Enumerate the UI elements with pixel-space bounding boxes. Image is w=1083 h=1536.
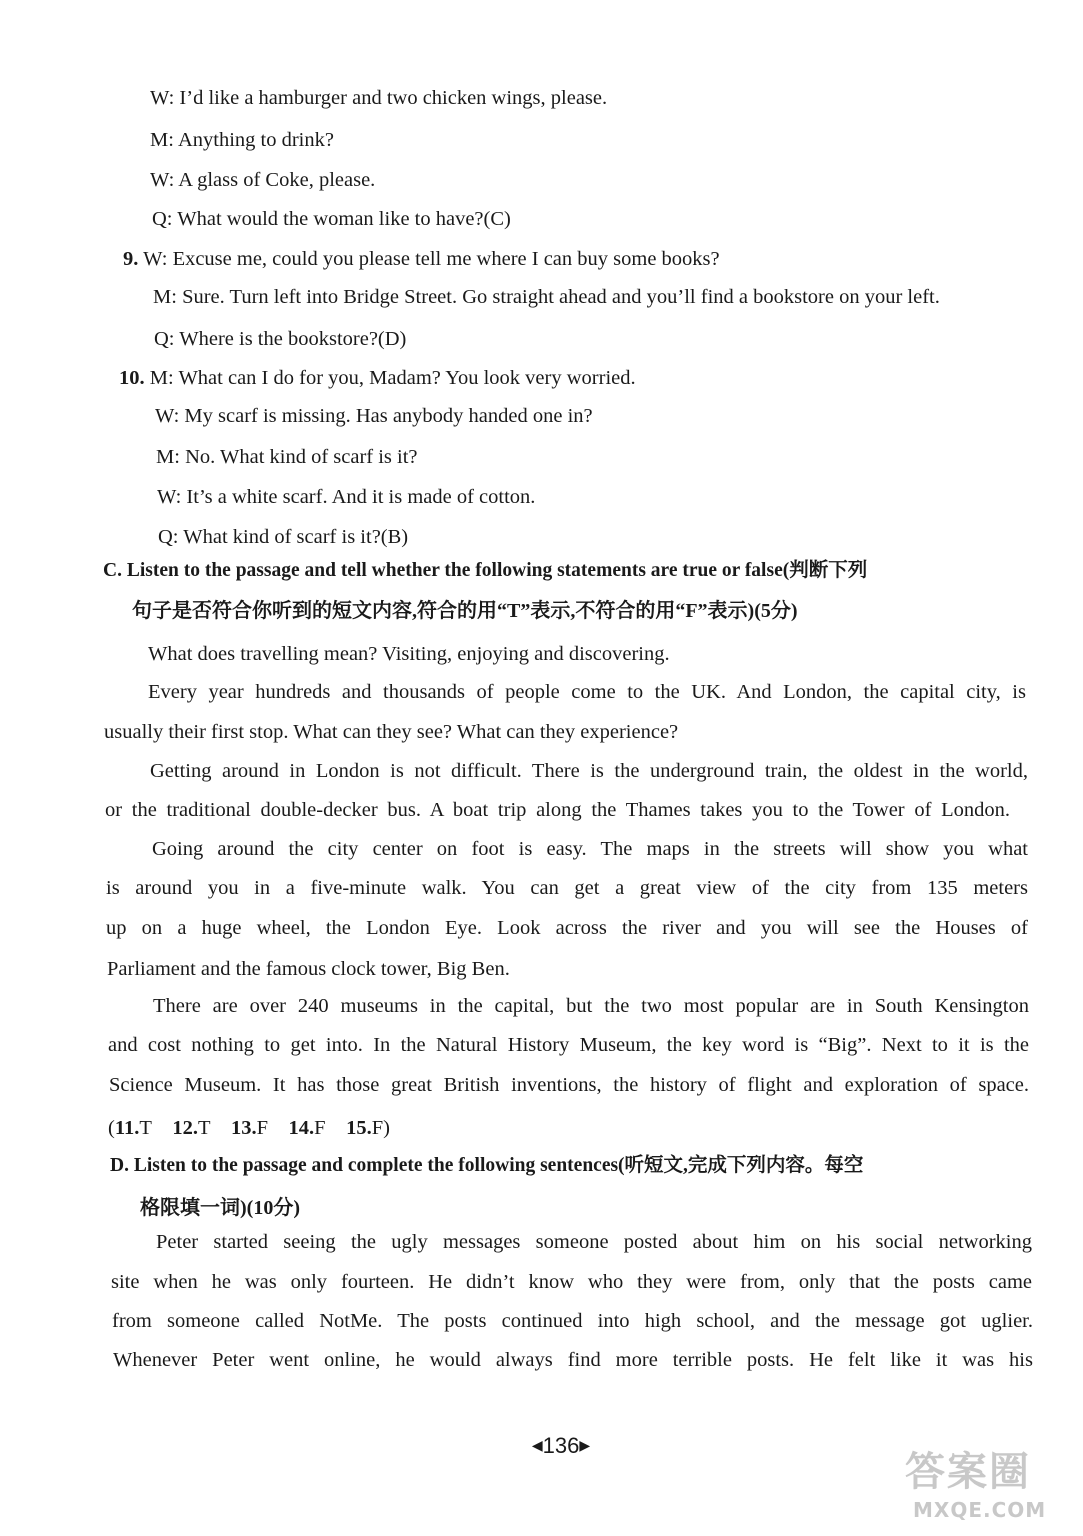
section-d-heading-line2: 格限填一词)(10分): [140, 1197, 300, 1219]
section-c-heading-line2: 句子是否符合你听到的短文内容,符合的用“T”表示,不符合的用“F”表示)(5分): [132, 600, 798, 622]
speaker: W:: [155, 405, 180, 427]
dialog10-line-3: [156, 443, 418, 471]
answer-number: 12.: [172, 1117, 198, 1139]
answer-value: F: [314, 1117, 326, 1139]
right-arrow-icon: ▶: [579, 1437, 591, 1453]
passage-c-line-11: and cost nothing to get into. In the Natural History Museum, the key word is “Big”. Next to it is the: [108, 1034, 1029, 1056]
utterance: Excuse me, could you please tell me where I can buy some books?: [172, 248, 720, 270]
answer-value: T: [197, 1117, 211, 1139]
passage-c-line-3: usually their first stop. What can they see? What can they experience?: [104, 721, 679, 743]
answer-number: 15.: [346, 1117, 372, 1139]
dialog9-line-2: [153, 283, 940, 311]
speaker: W:: [150, 169, 175, 191]
passage-d-line-3: from someone called NotMe. The posts continued into high school, and the message got uglier.: [112, 1310, 1033, 1332]
page-number: [511, 1430, 611, 1461]
passage-c-line-12: Science Museum. It has those great British inventions, the history of flight and exploration of space.: [109, 1074, 1029, 1096]
dialog8-line-2: [150, 126, 334, 154]
dialog9-line-1: [123, 245, 720, 273]
question-number: 9.: [123, 248, 139, 270]
passage-d-line-1: Peter started seeing the ugly messages someone posted about him on his social networking: [156, 1231, 1032, 1253]
answer-value: F: [256, 1117, 269, 1139]
dialog10-line-2: [155, 402, 593, 430]
dialog8-line-3: [150, 166, 375, 194]
utterance: Sure. Turn left into Bridge Street. Go straight ahead and you’ll find a bookstore on your left.: [182, 286, 940, 308]
speaker: W:: [150, 87, 175, 109]
passage-c-line-9: Parliament and the famous clock tower, Big Ben.: [107, 958, 510, 980]
speaker: W:: [143, 248, 168, 270]
passage-c-line-5: or the traditional double-decker bus. A boat trip along the Thames takes you to the Tower of London.: [105, 799, 1010, 821]
utterance: I’d like a hamburger and two chicken wings, please.: [179, 87, 608, 109]
speaker: M:: [149, 367, 174, 389]
answer-value: T: [139, 1117, 152, 1139]
speaker: M:: [156, 446, 180, 468]
watermark-url: MXQE.COM: [913, 1498, 1047, 1522]
speaker: M:: [150, 129, 174, 151]
dialog8-question: [152, 205, 511, 233]
passage-c-line-2: Every year hundreds and thousands of people come to the UK. And London, the capital city, is: [148, 681, 1026, 703]
utterance: Anything to drink?: [177, 129, 334, 151]
utterance: What can I do for you, Madam? You look very worried.: [178, 367, 636, 389]
speaker: M:: [153, 286, 177, 308]
passage-c-line-6: Going around the city center on foot is easy. The maps in the streets will show you what: [152, 838, 1028, 860]
speaker: W:: [157, 486, 182, 508]
page-number-text: 136: [542, 1433, 580, 1458]
passage-c-line-10: There are over 240 museums in the capital, but the two most popular are in South Kensington: [153, 995, 1029, 1017]
dialog10-question: [158, 523, 408, 551]
section-d-heading-line1: D. Listen to the passage and complete the following sentences(听短文,完成下列内容。每空: [110, 1155, 864, 1176]
speaker: Q:: [154, 328, 175, 350]
watermark: [905, 1440, 1075, 1530]
paren-close: ): [383, 1117, 390, 1139]
answer-value: F: [371, 1117, 384, 1139]
watermark-logo: 答案圈: [905, 1449, 1031, 1495]
utterance: A glass of Coke, please.: [178, 169, 376, 191]
dialog10-line-4: [157, 483, 535, 511]
left-arrow-icon: ◀: [531, 1437, 543, 1453]
dialog9-question: [154, 325, 406, 353]
answer-number: 13.: [231, 1117, 257, 1139]
section-c-heading-line1: C. Listen to the passage and tell whether the following statements are true or false(判断下列: [103, 560, 868, 581]
dialog10-line-1: [119, 364, 636, 392]
dialog8-line-1: [150, 84, 607, 112]
utterance: What would the woman like to have?(C): [177, 208, 511, 230]
speaker: Q:: [152, 208, 173, 230]
utterance: No. What kind of scarf is it?: [185, 446, 418, 468]
passage-d-line-2: site when he was only fourteen. He didn’t know who they were from, only that the posts came: [111, 1271, 1032, 1293]
answer-number: 11.: [114, 1117, 140, 1139]
passage-d-line-4: Whenever Peter went online, he would always find more terrible posts. He felt like it was his: [113, 1349, 1033, 1371]
utterance: What kind of scarf is it?(B): [183, 526, 409, 548]
utterance: My scarf is missing. Has anybody handed one in?: [184, 405, 593, 427]
passage-c-line-1: What does travelling mean? Visiting, enjoying and discovering.: [148, 643, 670, 665]
utterance: It’s a white scarf. And it is made of cotton.: [186, 486, 536, 508]
passage-c-line-8: up on a huge wheel, the London Eye. Look across the river and you will see the Houses of: [106, 917, 1028, 939]
paren-open: (: [108, 1117, 115, 1139]
question-number: 10.: [119, 367, 145, 389]
passage-c-line-7: is around you in a five-minute walk. You can get a great view of the city from 135 meters: [106, 877, 1028, 899]
answer-number: 14.: [288, 1117, 315, 1139]
speaker: Q:: [158, 526, 179, 548]
passage-c-line-4: Getting around in London is not difficult. There is the underground train, the oldest in the world,: [150, 760, 1028, 782]
section-c-answers: [108, 1114, 390, 1142]
utterance: Where is the bookstore?(D): [179, 328, 407, 350]
